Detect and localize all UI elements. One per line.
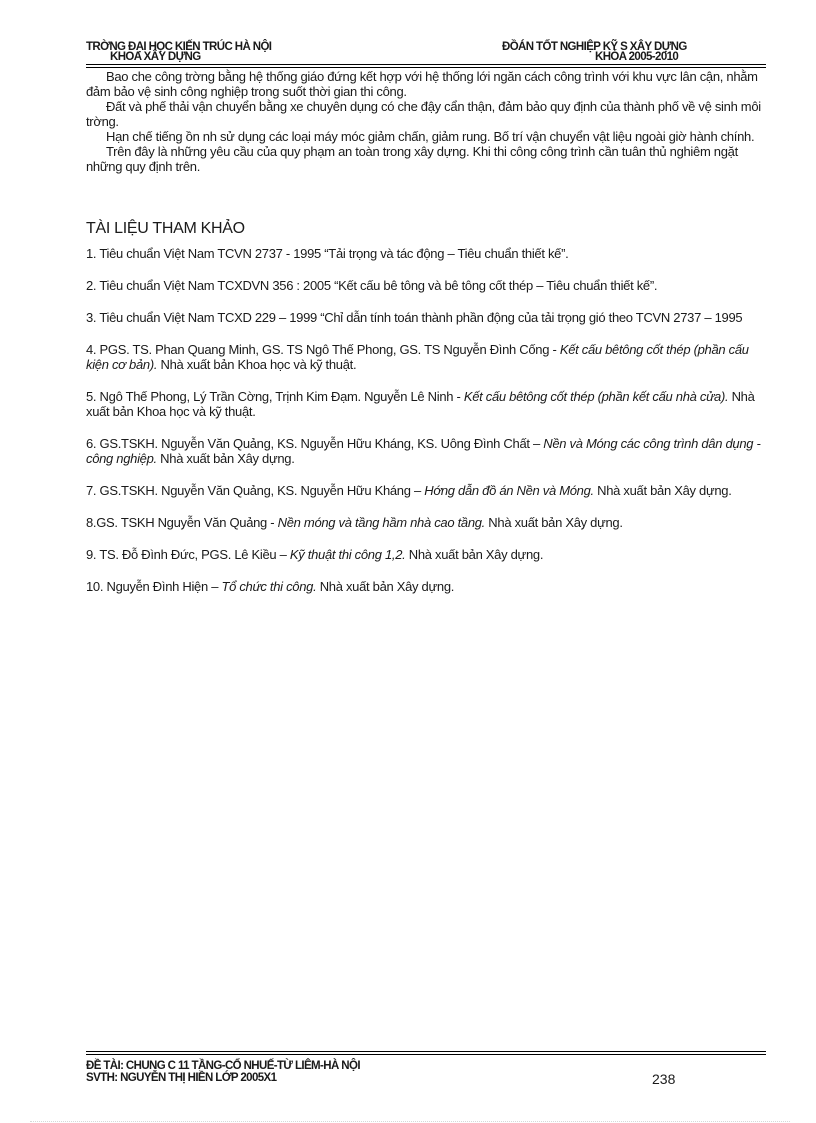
body-paragraph-3: Hạn chế tiếng ồn nh sử dụng các loại máy móc giảm chấn, giảm rung. Bố trí vận chuyển vật liệu ngoài giờ hành chính. — [106, 129, 755, 144]
page-edge-dotted-line — [30, 1121, 790, 1122]
footer-student: SVTH: NGUYỄN THỊ HIỀN LỚP 2005X1 — [86, 1072, 277, 1084]
body-text — [86, 69, 770, 174]
reference-item: 2. Tiêu chuẩn Việt Nam TCXDVN 356 : 2005 “Kết cấu bê tông và bê tông cốt thép – Tiêu chuẩn thiết kế”. — [86, 278, 658, 293]
reference-item: 7. GS.TSKH. Nguyễn Văn Quảng, KS. Nguyễn Hữu Kháng – Hớng dẫn đồ án Nền và Móng. Nhà xuất bản Xây dựng. — [86, 483, 732, 498]
reference-item: 10. Nguyễn Đình Hiện – Tổ chức thi công. Nhà xuất bản Xây dựng. — [86, 579, 455, 594]
reference-item: 6. GS.TSKH. Nguyễn Văn Quảng, KS. Nguyễn Hữu Kháng, KS. Uông Đình Chất – Nền và Móng các công trình dân dụng - công nghiệp. Nhà xuất bản Xây dựng. — [86, 436, 761, 466]
body-paragraph-4: Trên đây là những yêu cầu của quy phạm an toàn trong xây dựng. Khi thi công công trình cần tuân thủ nghiêm ngặt những quy định trên. — [86, 144, 738, 174]
body-paragraph-1: Bao che công trờng bằng hệ thống giáo đứng kết hợp với hệ thống lới ngăn cách công trình với khu vực lân cận, nhằm đảm bảo vệ sinh công nghiệp trong suốt thời gian thi công. — [86, 69, 758, 99]
header-rule — [86, 64, 766, 65]
footer-rule-2 — [86, 1054, 766, 1055]
header-school: TRỜNG ĐẠI HỌC KIẾN TRÚC HÀ NỘI — [86, 41, 272, 53]
reference-item: 1. Tiêu chuẩn Việt Nam TCVN 2737 - 1995 “Tải trọng và tác động – Tiêu chuẩn thiết kế”. — [86, 246, 569, 261]
references-title: TÀI LIỆU THAM KHẢO — [86, 220, 245, 237]
footer-topic: ĐỀ TÀI: CHUNG C 11 TẦNG-CỔ NHUẾ-TỪ LIÊM-HÀ NỘI — [86, 1060, 360, 1072]
header-faculty: KHOA XÂY DỰNG — [110, 51, 201, 63]
reference-item: 3. Tiêu chuẩn Việt Nam TCXD 229 – 1999 “Chỉ dẫn tính toán thành phần động của tải trọng gió theo TCVN 2737 – 1995 — [86, 310, 743, 325]
reference-item: 8.GS. TSKH Nguyễn Văn Quảng - Nền móng và tầng hầm nhà cao tầng. Nhà xuất bản Xây dựng. — [86, 515, 623, 530]
references-list — [86, 246, 770, 611]
body-paragraph-2: Đất và phế thải vận chuyển bằng xe chuyên dụng có che đậy cẩn thận, đảm bảo quy định của thành phố về vệ sinh môi trờng. — [86, 99, 761, 129]
header-course: KHÓA 2005-2010 — [595, 51, 679, 63]
reference-item: 4. PGS. TS. Phan Quang Minh, GS. TS Ngô Thế Phong, GS. TS Nguyễn Đình Cống - Kết cấu bêtông cốt thép (phần cấu kiện cơ bản). Nhà xuất bản Khoa học và kỹ thuật. — [86, 342, 749, 372]
reference-item: 9. TS. Đỗ Đình Đức, PGS. Lê Kiều – Kỹ thuật thi công 1,2. Nhà xuất bản Xây dựng. — [86, 547, 544, 562]
header-project: ĐỒÁN TỐT NGHIỆP KỸ S XÂY DỰNG — [502, 41, 687, 53]
footer-rule — [86, 1051, 766, 1052]
header-rule-2 — [86, 67, 766, 68]
reference-item: 5. Ngô Thế Phong, Lý Trần Cờng, Trịnh Kim Đạm. Nguyễn Lê Ninh - Kết cấu bêtông cốt thép (phần kết cấu nhà cửa). Nhà xuất bản Khoa học và kỹ thuật. — [86, 389, 755, 419]
page-number: 238 — [652, 1071, 676, 1087]
